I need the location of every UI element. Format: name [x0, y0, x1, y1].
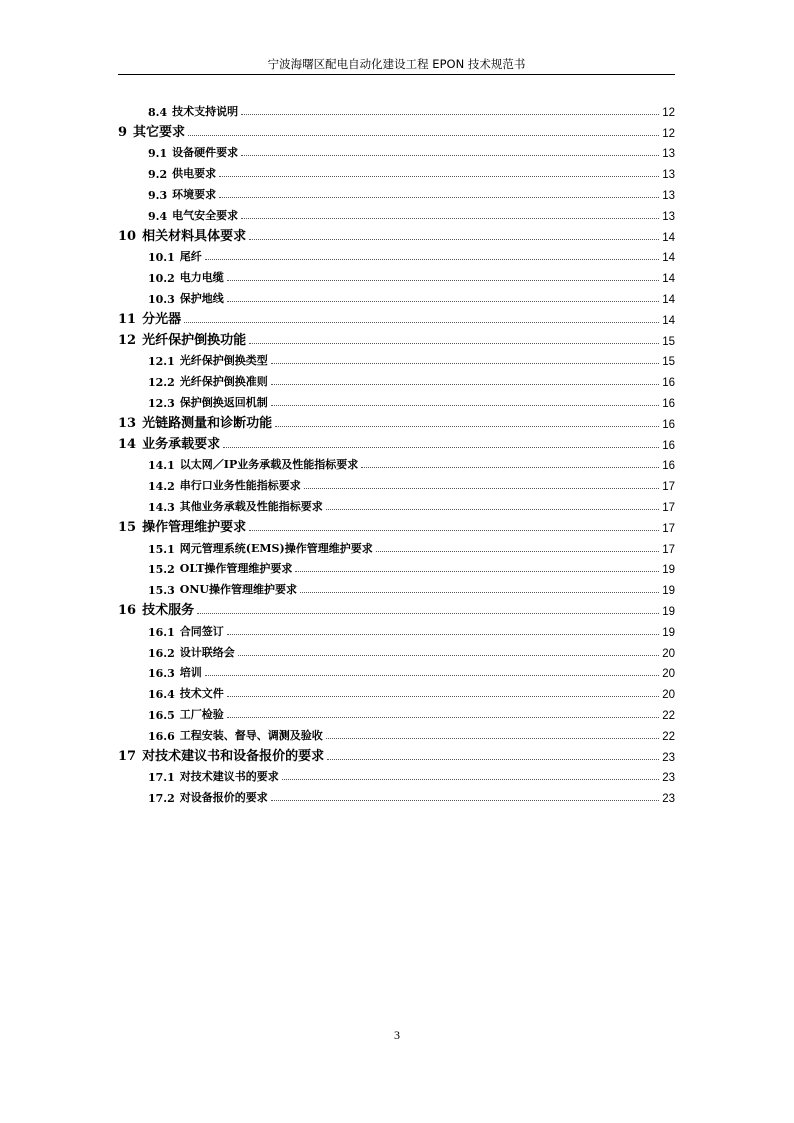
- toc-entry-title: 串行口业务性能指标要求: [179, 479, 301, 493]
- toc-dot-leader: [249, 343, 659, 344]
- toc-dot-leader: [197, 613, 659, 614]
- toc-dot-leader: [249, 530, 659, 531]
- toc-entry-number: 12: [118, 332, 137, 348]
- toc-entry-title: 光纤保护倒换类型: [179, 354, 268, 368]
- toc-entry-page: 22: [662, 709, 675, 722]
- toc-dot-leader: [249, 239, 659, 240]
- toc-entry-title: 工厂检验: [179, 707, 224, 721]
- toc-entry-number: 15: [118, 519, 137, 535]
- toc-entry-title: 网元管理系统(EMS)操作管理维护要求: [179, 541, 373, 555]
- toc-entry-page: 19: [662, 585, 675, 598]
- toc-entry[interactable]: [118, 784, 675, 805]
- page-header: [118, 56, 675, 75]
- toc-entry-page: 23: [662, 751, 675, 764]
- toc-entry-title: 技术服务: [142, 602, 195, 618]
- toc-entry[interactable]: [118, 743, 675, 764]
- toc-entry-number: 14.3: [148, 500, 175, 514]
- toc-dot-leader: [271, 384, 659, 385]
- toc-entry[interactable]: [118, 680, 675, 701]
- toc-entry-page: 19: [662, 605, 675, 618]
- toc-entry[interactable]: [118, 701, 675, 722]
- toc-entry[interactable]: [118, 722, 675, 743]
- toc-entry-number: 13: [118, 415, 137, 431]
- toc-entry-page: 16: [662, 418, 675, 431]
- toc-dot-leader: [282, 779, 659, 780]
- toc-entry-number: 15.3: [148, 584, 175, 598]
- toc-entry[interactable]: [118, 493, 675, 514]
- toc-dot-leader: [238, 655, 659, 656]
- toc-entry-number: 12.3: [148, 396, 175, 410]
- toc-entry[interactable]: [118, 389, 675, 410]
- toc-dot-leader: [241, 155, 659, 156]
- toc-entry-title: 业务承载要求: [142, 436, 221, 452]
- toc-entry[interactable]: [118, 639, 675, 660]
- toc-entry-page: 20: [662, 647, 675, 660]
- toc-dot-leader: [205, 259, 659, 260]
- toc-entry-page: 17: [662, 522, 675, 535]
- toc-entry-page: 14: [662, 231, 675, 244]
- toc-entry[interactable]: [118, 306, 675, 327]
- document-title: 宁波海曙区配电自动化建设工程 EPON 技术规范书: [267, 57, 526, 71]
- toc-entry[interactable]: [118, 764, 675, 785]
- toc-entry-number: 14.2: [148, 480, 175, 494]
- toc-entry[interactable]: [118, 160, 675, 181]
- toc-dot-leader: [188, 135, 659, 136]
- toc-entry-page: 14: [662, 293, 675, 306]
- toc-entry[interactable]: [118, 368, 675, 389]
- toc-entry-number: 12.2: [148, 376, 175, 390]
- toc-dot-leader: [300, 592, 659, 593]
- toc-entry-number: 8.4: [148, 105, 168, 119]
- toc-entry-number: 15.1: [148, 542, 175, 556]
- toc-dot-leader: [184, 322, 659, 323]
- toc-entry-page: 13: [662, 210, 675, 223]
- toc-entry-page: 22: [662, 730, 675, 743]
- toc-entry-number: 9.3: [148, 188, 168, 202]
- toc-entry[interactable]: [118, 140, 675, 161]
- toc-entry-number: 9: [118, 124, 128, 140]
- toc-entry-page: 19: [662, 564, 675, 577]
- toc-dot-leader: [227, 301, 659, 302]
- toc-dot-leader: [327, 759, 659, 760]
- toc-entry-title: 分光器: [142, 311, 182, 327]
- table-of-contents: [118, 98, 675, 805]
- toc-entry-number: 16.1: [148, 625, 175, 639]
- toc-dot-leader: [241, 218, 659, 219]
- toc-entry-number: 12.1: [148, 355, 175, 369]
- toc-entry-page: 15: [662, 335, 675, 348]
- toc-entry-number: 10.3: [148, 292, 175, 306]
- toc-entry[interactable]: [118, 660, 675, 681]
- toc-entry-title: 对设备报价的要求: [179, 791, 268, 805]
- toc-entry-title: 相关材料具体要求: [142, 228, 247, 244]
- toc-entry-title: 电气安全要求: [172, 208, 239, 222]
- toc-dot-leader: [205, 675, 659, 676]
- toc-entry-number: 15.2: [148, 563, 175, 577]
- toc-dot-leader: [227, 696, 659, 697]
- toc-dot-leader: [271, 800, 659, 801]
- toc-dot-leader: [271, 363, 659, 364]
- toc-entry-title: 对技术建议书和设备报价的要求: [142, 748, 325, 764]
- toc-entry[interactable]: [118, 244, 675, 265]
- toc-entry-number: 16.3: [148, 667, 175, 681]
- toc-dot-leader: [227, 280, 659, 281]
- toc-entry-number: 17.1: [148, 771, 175, 785]
- toc-entry-title: 光纤保护倒换功能: [142, 332, 247, 348]
- toc-entry-title: 供电要求: [172, 167, 217, 181]
- toc-entry[interactable]: [118, 327, 675, 348]
- toc-entry-title: 电力电缆: [179, 271, 224, 285]
- toc-entry-title: 培训: [179, 666, 202, 680]
- toc-dot-leader: [219, 197, 659, 198]
- toc-entry[interactable]: [118, 576, 675, 597]
- toc-entry-page: 17: [662, 501, 675, 514]
- toc-entry-title: 技术文件: [179, 687, 224, 701]
- toc-entry-page: 16: [662, 377, 675, 390]
- toc-entry-page: 13: [662, 169, 675, 182]
- toc-entry-number: 10.2: [148, 272, 175, 286]
- toc-entry-page: 12: [662, 127, 675, 140]
- toc-entry-number: 10: [118, 228, 137, 244]
- toc-entry-title: 环境要求: [172, 187, 217, 201]
- toc-entry[interactable]: [118, 597, 675, 618]
- toc-entry-page: 16: [662, 397, 675, 410]
- page-number: 3: [394, 1028, 400, 1042]
- toc-entry-title: 对技术建议书的要求: [179, 770, 279, 784]
- toc-entry[interactable]: [118, 431, 675, 452]
- toc-entry[interactable]: [118, 514, 675, 535]
- toc-entry-title: 光纤保护倒换准则: [179, 375, 268, 389]
- toc-entry[interactable]: [118, 119, 675, 140]
- toc-entry-page: 14: [662, 273, 675, 286]
- toc-entry-number: 11: [118, 311, 137, 327]
- toc-dot-leader: [376, 551, 659, 552]
- toc-entry-page: 20: [662, 689, 675, 702]
- toc-dot-leader: [304, 488, 659, 489]
- toc-dot-leader: [326, 509, 659, 510]
- toc-entry[interactable]: [118, 348, 675, 369]
- toc-entry[interactable]: [118, 264, 675, 285]
- toc-dot-leader: [241, 114, 659, 115]
- toc-entry-page: 13: [662, 189, 675, 202]
- toc-dot-leader: [227, 634, 659, 635]
- toc-entry-page: 17: [662, 481, 675, 494]
- toc-dot-leader: [275, 426, 659, 427]
- toc-entry-number: 16.2: [148, 646, 175, 660]
- toc-entry-page: 14: [662, 252, 675, 265]
- toc-entry-page: 17: [662, 543, 675, 556]
- toc-entry-title: 合同签订: [179, 624, 224, 638]
- toc-entry-title: 其他业务承载及性能指标要求: [179, 499, 323, 513]
- toc-entry-number: 9.4: [148, 209, 168, 223]
- toc-entry-title: 保护倒换返回机制: [179, 395, 268, 409]
- toc-entry-title: 光链路测量和诊断功能: [142, 415, 273, 431]
- toc-dot-leader: [271, 405, 659, 406]
- toc-entry[interactable]: [118, 472, 675, 493]
- toc-entry-number: 9.2: [148, 168, 168, 182]
- toc-entry-title: 设备硬件要求: [172, 146, 239, 160]
- toc-entry-page: 16: [662, 460, 675, 473]
- toc-entry-page: 16: [662, 439, 675, 452]
- toc-dot-leader: [295, 571, 659, 572]
- toc-entry-title: 操作管理维护要求: [142, 519, 247, 535]
- toc-entry-page: 13: [662, 148, 675, 161]
- toc-entry-number: 17.2: [148, 792, 175, 806]
- toc-entry[interactable]: [118, 410, 675, 431]
- toc-dot-leader: [223, 447, 659, 448]
- toc-entry-title: 设计联络会: [179, 645, 235, 659]
- toc-entry-page: 23: [662, 772, 675, 785]
- toc-entry[interactable]: [118, 202, 675, 223]
- toc-entry-title: 技术支持说明: [172, 104, 239, 118]
- toc-entry-number: 10.1: [148, 251, 175, 265]
- toc-entry-page: 19: [662, 626, 675, 639]
- toc-dot-leader: [361, 467, 659, 468]
- toc-dot-leader: [227, 717, 659, 718]
- toc-entry-page: 12: [662, 106, 675, 119]
- toc-entry-title: 工程安装、督导、调测及验收: [179, 728, 323, 742]
- toc-entry-number: 14.1: [148, 459, 175, 473]
- toc-entry[interactable]: [118, 452, 675, 473]
- toc-entry-title: ONU操作管理维护要求: [179, 583, 298, 597]
- toc-entry[interactable]: [118, 535, 675, 556]
- toc-entry[interactable]: [118, 98, 675, 119]
- toc-entry-title: 保护地线: [179, 291, 224, 305]
- toc-entry-title: OLT操作管理维护要求: [179, 562, 293, 576]
- toc-dot-leader: [326, 738, 659, 739]
- toc-entry-page: 23: [662, 793, 675, 806]
- toc-entry[interactable]: [118, 618, 675, 639]
- toc-entry-number: 16.4: [148, 688, 175, 702]
- toc-entry-page: 20: [662, 668, 675, 681]
- toc-entry-number: 9.1: [148, 147, 168, 161]
- toc-entry-number: 16: [118, 602, 137, 618]
- toc-entry-title: 尾纤: [179, 250, 202, 264]
- toc-entry-page: 14: [662, 314, 675, 327]
- toc-entry[interactable]: [118, 556, 675, 577]
- toc-entry-title: 其它要求: [133, 124, 186, 140]
- toc-dot-leader: [219, 176, 659, 177]
- toc-entry-number: 16.5: [148, 708, 175, 722]
- toc-entry-number: 14: [118, 436, 137, 452]
- toc-entry-page: 15: [662, 356, 675, 369]
- toc-entry[interactable]: [118, 181, 675, 202]
- toc-entry-number: 17: [118, 748, 137, 764]
- toc-entry[interactable]: [118, 223, 675, 244]
- toc-entry-number: 16.6: [148, 729, 175, 743]
- toc-entry-title: 以太网／IP业务承载及性能指标要求: [179, 458, 359, 472]
- toc-entry[interactable]: [118, 285, 675, 306]
